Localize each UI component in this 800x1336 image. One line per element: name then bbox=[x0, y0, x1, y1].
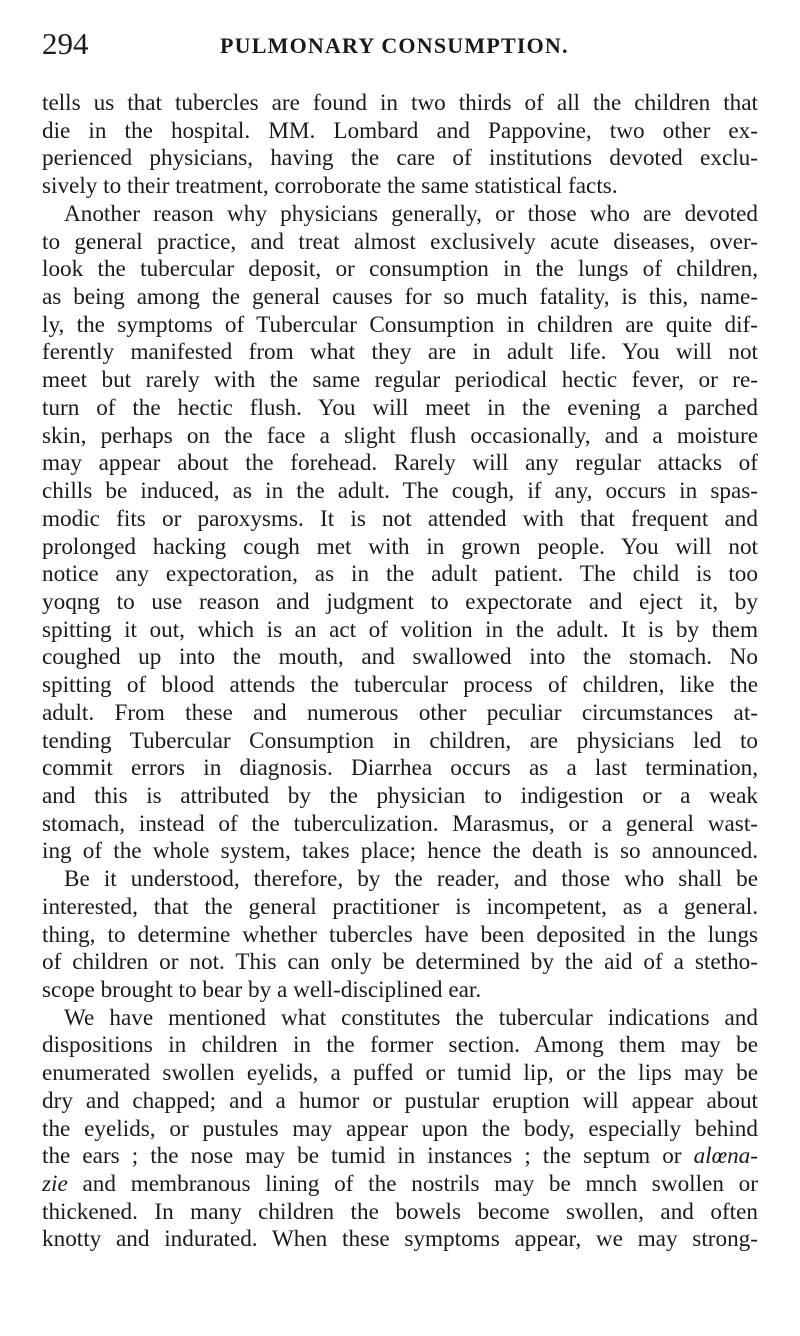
text-line bbox=[42, 1171, 758, 1199]
text-line: knotty and indurated. When these symptoms appear, we may strong- bbox=[42, 1226, 758, 1253]
text-line: scope brought to bear by a well-disciplined ear. bbox=[42, 977, 482, 1003]
text-line: modic fits or paroxysms. It is not attended with that frequent and bbox=[42, 505, 758, 532]
text-line: tending Tubercular Consumption in children, are physicians led to bbox=[42, 727, 758, 754]
text-line: thickened. In many children the bowels become swollen, and often bbox=[42, 1198, 758, 1225]
text-line-rest: and membranous lining of the nostrils may be mnch swollen or bbox=[67, 1171, 758, 1198]
text-line: and this is attributed by the physician to indigestion or a weak bbox=[42, 782, 758, 809]
text-line: dispositions in children in the former section. Among them may be bbox=[42, 1032, 758, 1059]
page-number: 294 bbox=[42, 26, 89, 61]
running-head: PULMONARY CONSUMPTION. bbox=[220, 33, 569, 58]
text-line: of children or not. This can only be determined by the aid of a stetho- bbox=[42, 949, 758, 976]
text-line: tells us that tubercles are found in two thirds of all the children that bbox=[42, 90, 758, 116]
text-line: die in the hospital. MM. Lombard and Pappovine, two other ex- bbox=[42, 117, 758, 144]
text-line: as being among the general causes for so much fatality, is this, name- bbox=[42, 284, 758, 311]
text-line: may appear about the forehead. Rarely will any regular attacks of bbox=[42, 450, 758, 477]
text-line: ferently manifested from what they are in adult life. You will not bbox=[42, 339, 758, 366]
text-line: thing, to determine whether tubercles have been deposited in the lungs bbox=[42, 921, 758, 948]
text-line: skin, perhaps on the face a slight flush occasionally, and a moisture bbox=[42, 422, 758, 449]
text-line: notice any expectoration, as in the adult patient. The child is too bbox=[42, 561, 758, 588]
text-line: Be it understood, therefore, by the reader, and those who shall be bbox=[64, 866, 758, 893]
text-line: spitting of blood attends the tubercular process of children, like the bbox=[42, 672, 758, 699]
text-line: look the tubercular deposit, or consumption in the lungs of children, bbox=[42, 256, 758, 283]
text-line: ing of the whole system, takes place; hence the death is so announced. bbox=[42, 838, 758, 865]
text-line: sively to their treatment, corroborate the same statistical facts. bbox=[42, 173, 618, 200]
text-line: adult. From these and numerous other peculiar circumstances at- bbox=[42, 699, 758, 726]
text-line: We have mentioned what constitutes the tubercular indications and bbox=[64, 1004, 758, 1031]
italic-term: alœna- bbox=[693, 1143, 758, 1170]
page-header bbox=[42, 22, 758, 70]
text-line: Another reason why physicians generally, or those who are devoted bbox=[64, 200, 758, 227]
italic-term: zie bbox=[42, 1171, 68, 1198]
text-line: chills be induced, as in the adult. The cough, if any, occurs in spas- bbox=[42, 478, 758, 505]
text-line: turn of the hectic flush. You will meet in the evening a parched bbox=[42, 394, 758, 421]
text-line: dry and chapped; and a humor or pustular eruption will appear about bbox=[42, 1087, 758, 1114]
text-line: to general practice, and treat almost exclusively acute diseases, over- bbox=[42, 228, 758, 255]
text-line: meet but rarely with the same regular periodical hectic fever, or re- bbox=[42, 367, 758, 394]
text-line: commit errors in diagnosis. Diarrhea occurs as a last termination, bbox=[42, 755, 758, 782]
text-line: ly, the symptoms of Tubercular Consumption in children are quite dif- bbox=[42, 311, 758, 338]
text-line: the eyelids, or pustules may appear upon the body, especially behind bbox=[42, 1115, 758, 1142]
text-line: perienced physicians, having the care of institutions devoted exclu- bbox=[42, 145, 758, 172]
text-line: enumerated swollen eyelids, a puffed or tumid lip, or the lips may be bbox=[42, 1060, 758, 1087]
text-line: interested, that the general practitioner is incompetent, as a general. bbox=[42, 893, 758, 920]
book-page bbox=[42, 22, 758, 1253]
text-line: prolonged hacking cough met with in grown people. You will not bbox=[42, 533, 758, 560]
text-line: spitting it out, which is an act of volition in the adult. It is by them bbox=[42, 616, 758, 643]
text-line: coughed up into the mouth, and swallowed into the stomach. No bbox=[42, 644, 758, 671]
text-line bbox=[42, 1143, 758, 1171]
text-line: yoqng to use reason and judgment to expectorate and eject it, by bbox=[42, 588, 758, 615]
body-text bbox=[42, 90, 758, 1254]
text-line-start: the ears ; the nose may be tumid in instances ; the septum or bbox=[42, 1143, 682, 1170]
text-line: stomach, instead of the tuberculization. Marasmus, or a general wast- bbox=[42, 810, 758, 837]
